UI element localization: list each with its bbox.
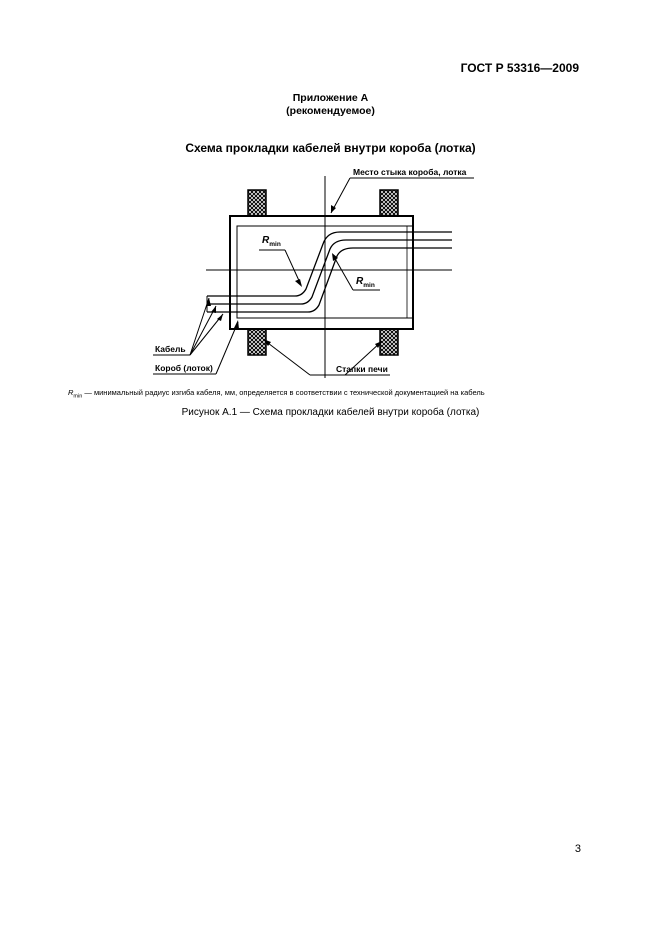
cable-leader-1 [190, 298, 209, 355]
appendix-status: (рекомендуемое) [286, 105, 375, 117]
cable-3 [207, 248, 452, 312]
stand-bottom-left [248, 329, 266, 355]
tray-arrowhead [234, 320, 239, 329]
appendix-title: Приложение А [292, 92, 369, 104]
cable-leader-2 [190, 306, 216, 355]
cable-leader-3 [190, 314, 223, 355]
tray-leader [216, 322, 238, 374]
r-min-note: $R_{min}$ — минимальный радиус изгиба кабеля, мм, определяется в соответствии с технической документацией на кабель [68, 388, 485, 400]
document-code: ГОСТ Р 53316—2009 [460, 61, 579, 75]
r-min-label-1: Rmin [262, 235, 281, 248]
cable-1 [207, 232, 452, 296]
r-min-label-2: Rmin [356, 276, 375, 289]
stand-top-right [380, 190, 398, 216]
stands-leader-left [264, 340, 310, 375]
scheme-title: Схема прокладки кабелей внутри короба (лотка) [185, 141, 476, 155]
figure-caption: Рисунок А.1 — Схема прокладки кабелей внутри короба (лотка) [181, 407, 480, 418]
stands-label: Стапки печи [336, 364, 388, 374]
r-min-2-leader [333, 255, 353, 290]
cable-2 [207, 240, 452, 304]
r-min-1-arrowhead [295, 279, 302, 287]
joint-label: Место стыка короба, лотка [353, 167, 467, 177]
stand-bottom-right [380, 329, 398, 355]
appendix-heading [0, 92, 661, 118]
cable-arrowhead-2 [211, 306, 216, 313]
page-number: 3 [574, 843, 581, 855]
cable-label: Кабель [155, 344, 186, 354]
cable-layout-diagram [140, 160, 500, 385]
tray-label: Короб (лоток) [155, 363, 213, 373]
stand-top-left [248, 190, 266, 216]
